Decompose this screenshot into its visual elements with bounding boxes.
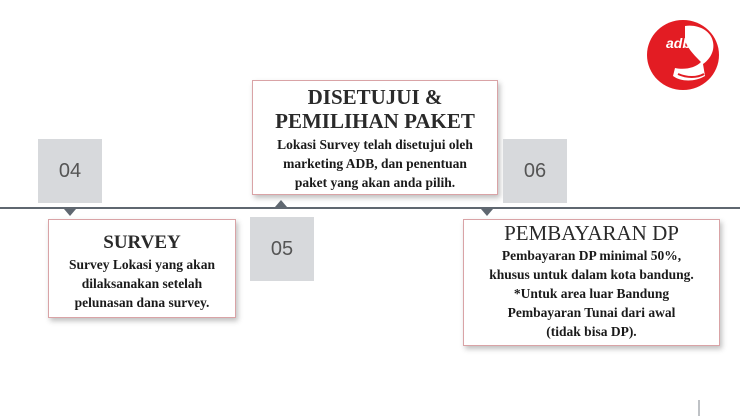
step-desc-line: Pembayaran Tunai dari awal	[507, 305, 676, 320]
step-desc-line: dilaksanakan setelah	[81, 276, 203, 291]
logo-text: adb	[666, 35, 691, 51]
step-marker-04	[64, 209, 76, 216]
step-number-label: 05	[270, 237, 294, 260]
adb-chef-hat-logo	[645, 18, 721, 92]
step-marker-05	[275, 200, 287, 207]
step-card-survey	[48, 219, 236, 318]
step-title-line: PEMILIHAN PAKET	[275, 109, 475, 133]
step-desc-line: pelunasan dana survey.	[74, 295, 210, 310]
timeline-line	[0, 207, 740, 209]
step-title-line: DISETUJUI &	[307, 85, 443, 109]
step-number-04	[38, 139, 102, 203]
step-desc-line: marketing ADB, dan penentuan	[283, 156, 467, 171]
step-desc-line: Lokasi Survey telah disetujui oleh	[277, 137, 473, 152]
step-number-06	[503, 139, 567, 203]
step-marker-06	[481, 209, 493, 216]
step-desc-line: *Untuk area luar Bandung	[513, 286, 670, 301]
step-title: PEMBAYARAN DP	[504, 221, 679, 245]
step-desc-line: (tidak bisa DP).	[546, 324, 637, 339]
corner-tick	[698, 400, 700, 416]
step-title: SURVEY	[103, 232, 181, 253]
step-card-disetujui	[252, 80, 498, 195]
step-number-label: 04	[58, 159, 82, 182]
step-desc-line: paket yang akan anda pilih.	[294, 175, 456, 190]
step-number-05	[250, 217, 314, 281]
step-desc-line: Survey Lokasi yang akan	[69, 257, 215, 272]
step-desc-line: Pembayaran DP minimal 50%,	[501, 248, 682, 263]
step-desc-line: khusus untuk dalam kota bandung.	[489, 267, 694, 282]
step-card-pembayaran-dp	[463, 219, 720, 346]
step-number-label: 06	[523, 159, 547, 182]
